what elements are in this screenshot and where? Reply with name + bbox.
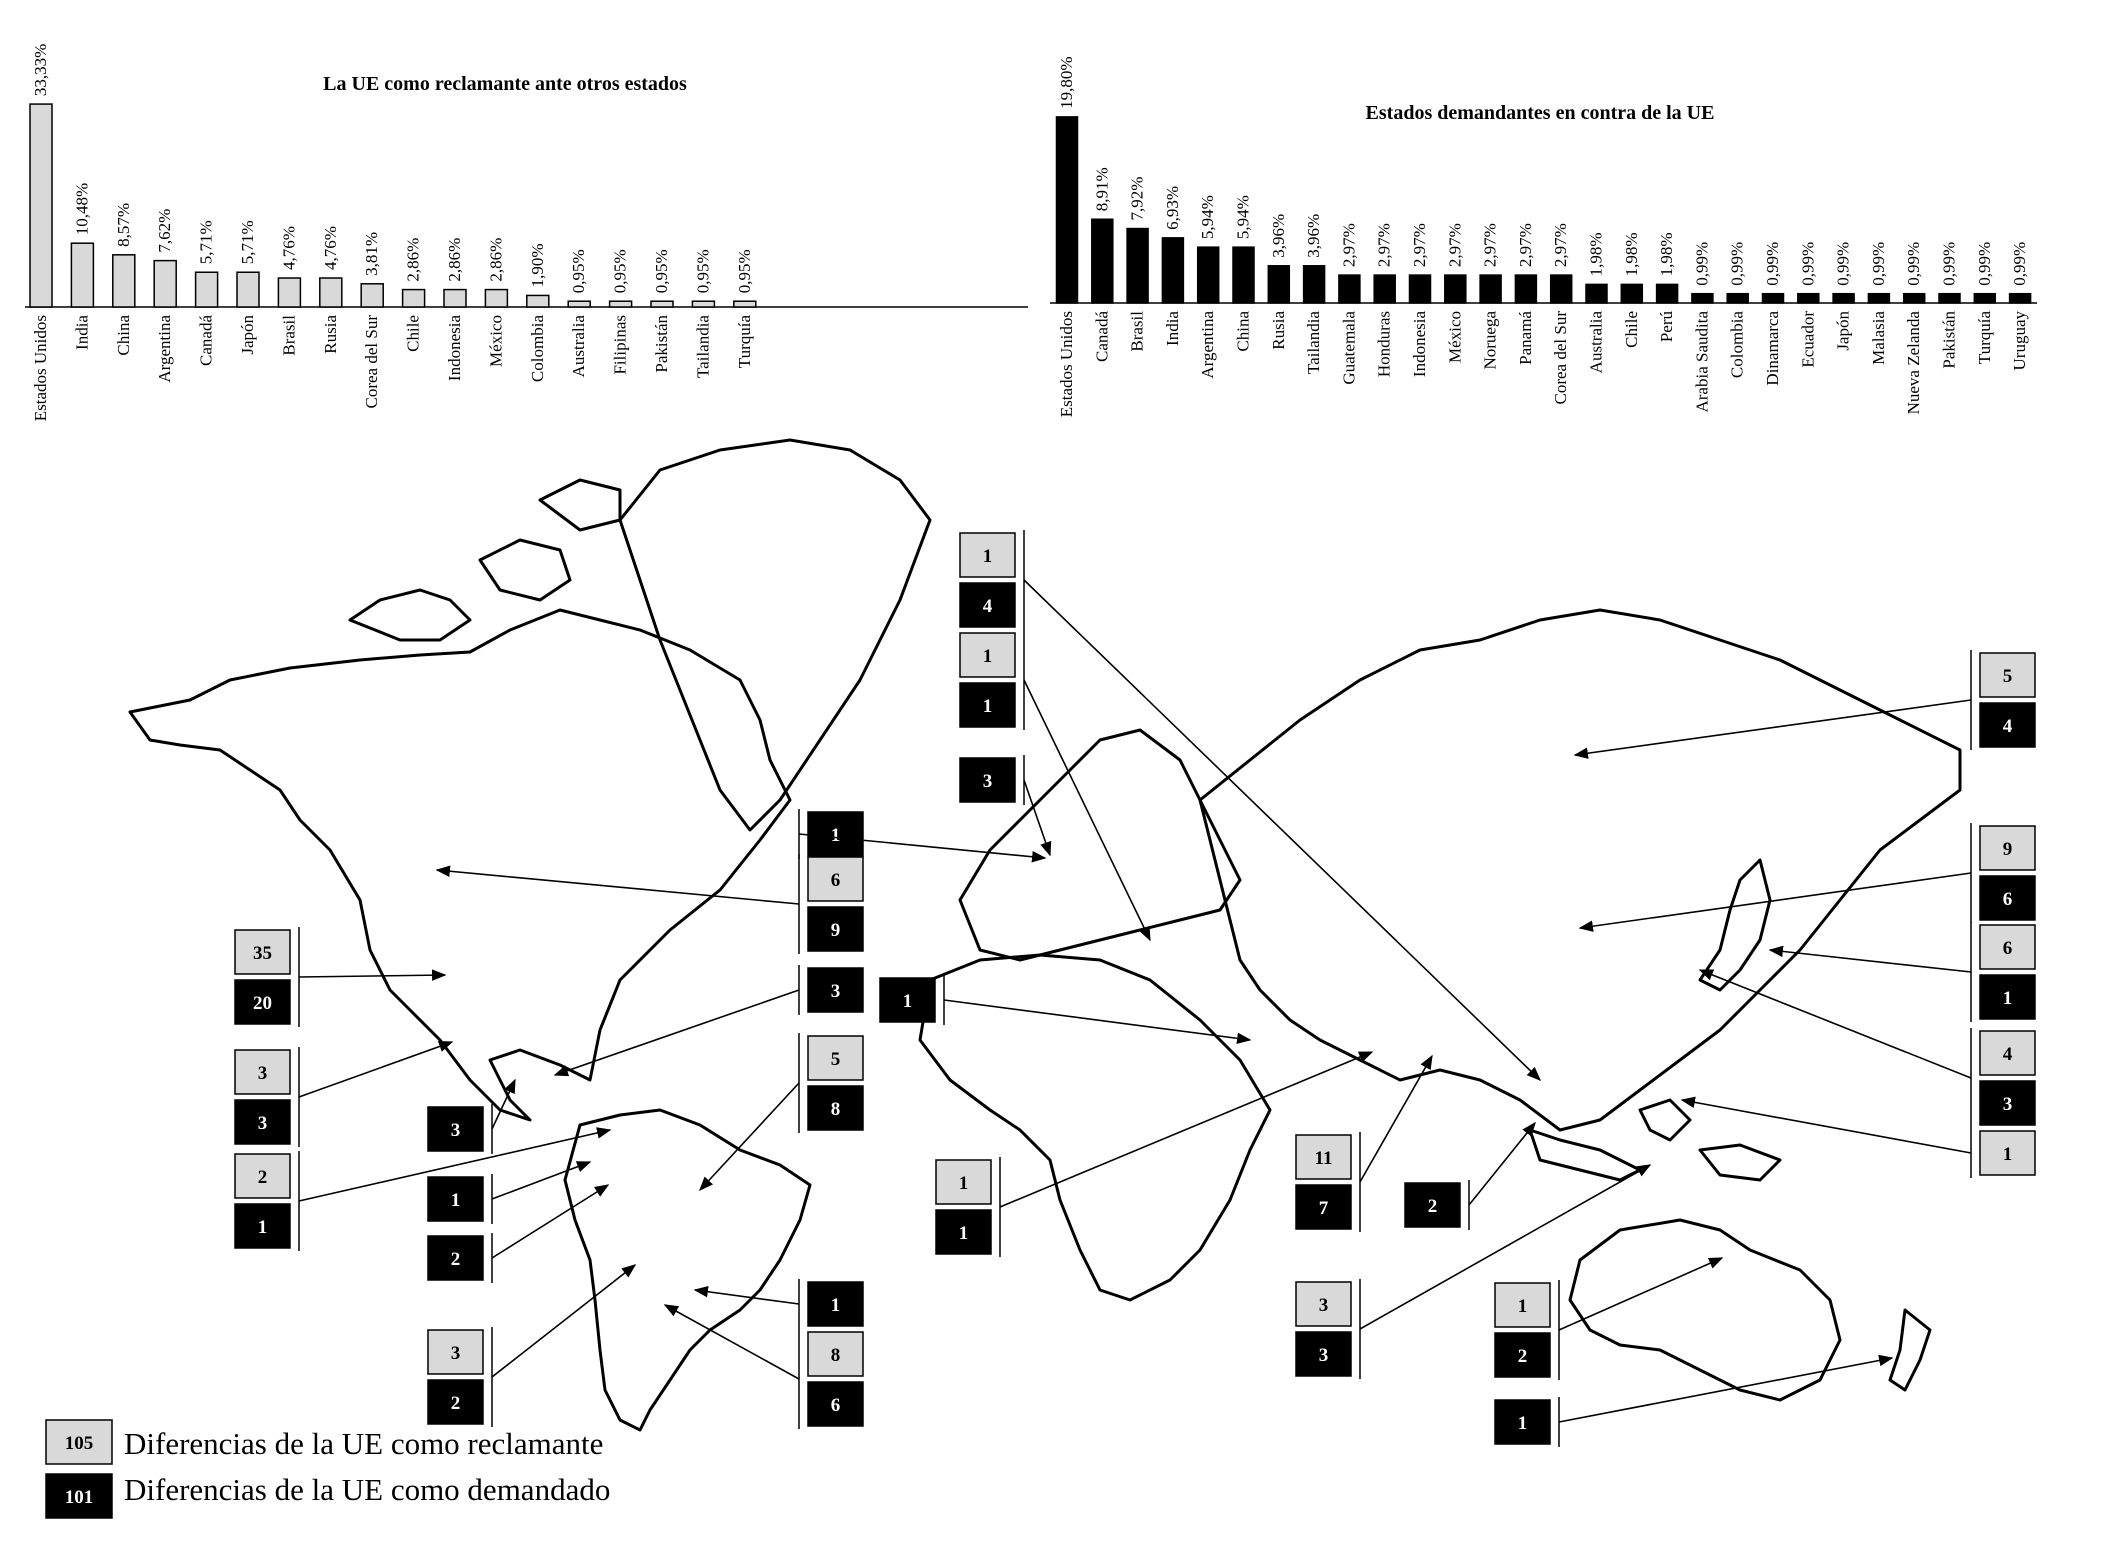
callout-respondent-count: 1 [257,1217,268,1238]
bar-corea-del-sur [1551,275,1572,303]
bar-guatemala [1339,275,1360,303]
bar-china [1233,247,1254,303]
callout-arrow [492,1162,590,1199]
value-label-honduras: 2,97% [1374,223,1394,268]
callout-respondent-count: 3 [2002,1094,2013,1115]
tick-label-china: China [1233,311,1253,352]
chart2-title: Estados demandantes en contra de la UE [1365,102,1715,124]
tick-label-argentina: Argentina [1198,311,1218,379]
bar-brasil [278,278,300,307]
bar-argentina [154,261,176,307]
callout-respondent-count: 3 [450,1120,461,1141]
callout-arrow [1024,680,1150,940]
value-label-chile: 1,98% [1621,232,1641,277]
bar-peru [1657,284,1678,303]
callout-respondent-count: 3 [257,1113,268,1134]
callout-claimant-count: 35 [253,943,272,964]
value-label-chile: 2,86% [403,237,423,282]
bar-noruega [1480,275,1501,303]
callout-20 [1405,1123,1535,1230]
value-label-rusia: 4,76% [320,226,340,271]
callout-24 [1575,650,2035,755]
bar-estados-unidos [1057,117,1078,303]
bar-indonesia [444,290,466,307]
callout-claimant-count: 3 [450,1343,461,1364]
value-label-pakistan: 0,99% [1939,241,1959,286]
bar-mexico [1445,275,1466,303]
bar-turquia [1974,294,1995,303]
tick-label-india: India [72,315,92,350]
bar-rusia [1268,266,1289,303]
callout-2 [437,854,863,954]
value-label-japon: 5,71% [238,220,257,265]
tick-label-rusia: Rusia [320,315,340,354]
bar-dinamarca [1763,294,1784,303]
callout-claimant-count: 1 [1517,1296,1528,1317]
value-label-ecuador: 0,99% [1798,241,1818,286]
tick-label-honduras: Honduras [1374,311,1394,378]
callout-arrow [492,1265,635,1377]
tick-label-guatemala: Guatemala [1339,311,1359,385]
tick-label-estados-unidos: Estados Unidos [1057,311,1076,418]
tick-label-brasil: Brasil [1127,311,1147,352]
north-america-outline [130,610,790,1120]
callout-claimant-count: 3 [257,1063,268,1084]
value-label-arabia-saudita: 0,99% [1692,241,1712,286]
callout-arrow [1682,1100,1971,1153]
tick-label-corea-del-sur: Corea del Sur [362,315,382,409]
callout-5 [428,1080,515,1154]
value-label-china: 8,57% [113,202,133,247]
legend-claimant-total: 105 [64,1433,94,1454]
bar-turquia [734,301,756,307]
callout-arrow [1469,1123,1535,1205]
tick-label-rusia: Rusia [1268,311,1288,350]
respondent-bar-chart [1050,56,2037,417]
callout-14 [960,530,1540,1080]
tick-label-indonesia: Indonesia [1410,311,1429,378]
callout-arrow [1024,580,1540,1080]
tick-label-brasil: Brasil [279,315,299,356]
tick-label-arabia-saudita: Arabia Saudita [1692,311,1712,413]
bar-rusia [320,278,342,307]
tick-label-japon: Japón [1833,311,1853,351]
value-label-guatemala: 2,97% [1339,223,1359,268]
callout-arrow [944,1000,1250,1040]
bar-japon [1833,294,1854,303]
callout-respondent-count: 1 [902,991,913,1012]
tick-label-chile: Chile [1621,311,1641,348]
value-label-china: 5,94% [1233,195,1253,240]
value-label-corea-del-sur: 3,81% [362,231,382,276]
value-label-canada: 8,91% [1092,167,1112,212]
tick-label-uruguay: Uruguay [2010,311,2030,371]
value-label-estados-unidos: 19,80% [1057,56,1076,109]
value-label-colombia: 0,99% [1727,241,1747,286]
tick-label-noruega: Noruega [1480,311,1500,370]
tick-label-mexico: México [486,315,506,367]
tick-label-colombia: Colombia [1727,311,1747,379]
value-label-argentina: 7,62% [155,208,175,253]
callout-respondent-count: 1 [1517,1413,1528,1434]
tick-label-turquia: Turquía [734,315,754,369]
tick-label-estados-unidos: Estados Unidos [31,315,50,422]
bar-canada [1092,219,1113,303]
tick-label-filipinas: Filipinas [610,315,630,375]
value-label-india: 10,48% [72,182,92,236]
value-label-dinamarca: 0,99% [1763,241,1782,286]
callout-respondent-count: 1 [450,1190,461,1211]
bar-tailandia [1304,266,1325,303]
tick-label-tailandia: Tailandia [693,315,713,379]
bar-tailandia [692,301,714,307]
value-label-brasil: 4,76% [279,226,299,271]
value-label-pakistan: 0,95% [652,249,671,294]
callout-claimant-count: 5 [830,1049,841,1070]
callout-claimant-count: 1 [958,1173,969,1194]
tick-label-australia: Australia [569,315,589,378]
value-label-tailandia: 3,96% [1304,213,1324,258]
callout-23 [1495,1358,1892,1447]
callout-respondent-count: 2 [1427,1196,1438,1217]
tick-label-pakistan: Pakistán [1939,311,1959,369]
callout-arrow [299,975,445,977]
value-label-tailandia: 0,95% [693,249,713,294]
value-label-malasia: 0,99% [1868,241,1888,286]
callout-claimant-count: 2 [257,1167,268,1188]
callout-respondent-count: 1 [830,825,841,846]
value-label-uruguay: 0,99% [2010,241,2030,286]
tick-label-pakistan: Pakistán [652,315,671,373]
callout-respondent-count: 8 [830,1099,841,1120]
bar-ecuador [1798,294,1819,303]
value-label-mexico: 2,97% [1445,223,1465,268]
bar-colombia [527,295,549,307]
callout-arrow [1024,780,1050,855]
callout-respondent-count: 20 [253,993,272,1014]
callout-claimant-count: 1 [2002,1144,2013,1165]
bar-australia [568,301,590,307]
tick-label-turquia: Turquía [1974,311,1994,365]
legend-claimant-label: Diferencias de la UE como reclamante [124,1426,604,1461]
tick-label-peru: Perú [1657,311,1677,343]
legend-respondent-label: Diferencias de la UE como demandado [124,1472,611,1507]
callout-claimant-count: 1 [982,646,993,667]
value-label-corea-del-sur: 2,97% [1551,223,1571,268]
callout-respondent-count: 2 [1517,1346,1528,1367]
value-label-turquia: 0,99% [1974,241,1994,286]
callout-respondent-count: 2 [450,1393,461,1414]
callout-arrow [299,1042,452,1097]
bar-pakistan [651,301,673,307]
tick-label-tailandia: Tailandia [1304,311,1324,375]
callout-17 [880,975,1250,1040]
tick-label-australia: Australia [1586,311,1606,374]
bar-uruguay [2010,294,2031,303]
callout-respondent-count: 2 [450,1249,461,1270]
value-label-mexico: 2,86% [486,237,506,282]
callout-7 [235,1130,610,1251]
callout-respondent-count: 3 [1318,1345,1329,1366]
value-label-indonesia: 2,97% [1410,223,1429,268]
callout-11 [428,1265,635,1427]
value-label-rusia: 3,96% [1268,213,1288,258]
callout-arrow [1559,1258,1722,1330]
bar-estados-unidos [30,104,52,307]
callout-claimant-count: 6 [2002,938,2013,959]
bar-chile [403,290,425,307]
callout-respondent-count: 4 [2002,716,2013,737]
tick-label-dinamarca: Dinamarca [1763,311,1782,386]
callout-respondent-count: 6 [830,1395,841,1416]
callout-claimant-count: 8 [830,1345,841,1366]
callout-25 [1580,823,2035,928]
japan-outline [1700,860,1770,990]
callout-respondent-count: 3 [982,771,993,792]
bar-panama [1515,275,1536,303]
map-callouts [235,530,2035,1447]
bar-india [1162,238,1183,303]
bar-japon [237,272,259,307]
tick-label-corea-del-sur: Corea del Sur [1551,311,1571,405]
bar-honduras [1374,275,1395,303]
tick-label-malasia: Malasia [1868,311,1888,365]
value-label-argentina: 5,94% [1198,195,1218,240]
tick-label-china: China [113,315,133,356]
bar-indonesia [1410,275,1431,303]
tick-label-panama: Panamá [1515,311,1535,365]
south-america-outline [565,1110,810,1430]
bar-chile [1621,284,1642,303]
tick-label-chile: Chile [403,315,423,352]
callout-claimant-count: 11 [1314,1148,1333,1169]
value-label-turquia: 0,95% [734,249,754,294]
tick-label-ecuador: Ecuador [1798,311,1818,368]
world-map [130,440,1960,1430]
callout-arrow [1770,950,1971,972]
tick-label-nueva-zelanda: Nueva Zelanda [1904,311,1924,415]
bar-filipinas [610,301,632,307]
callout-arrow [492,1185,608,1258]
value-label-india: 6,93% [1162,185,1182,230]
bar-malasia [1868,294,1889,303]
callout-arrow [1360,1056,1432,1182]
callout-arrow [555,990,799,1075]
callout-respondent-count: 4 [982,596,993,617]
bar-argentina [1198,247,1219,303]
callout-arrow [1559,1358,1892,1422]
callout-respondent-count: 6 [2002,889,2013,910]
bar-nueva-zelanda [1904,294,1925,303]
callout-arrow [1575,700,1971,755]
callout-arrow [437,870,799,904]
value-label-brasil: 7,92% [1127,176,1147,221]
callout-respondent-count: 7 [1318,1198,1329,1219]
value-label-canada: 5,71% [196,220,216,265]
callout-claimant-count: 5 [2002,666,2013,687]
callout-arrow [1580,873,1971,928]
callout-8 [428,1162,590,1224]
southeast-asia-islands-outline [1530,1100,1780,1180]
value-label-japon: 0,99% [1833,241,1853,286]
value-label-noruega: 2,97% [1480,223,1500,268]
tick-label-indonesia: Indonesia [445,315,464,382]
legend-respondent-total: 101 [64,1487,94,1508]
bar-mexico [485,290,507,307]
new-zealand-outline [1890,1310,1930,1390]
value-label-filipinas: 0,95% [610,249,630,294]
tick-label-canada: Canadá [196,315,216,366]
bar-pakistan [1939,294,1960,303]
asia-outline [1200,610,1960,1130]
callout-claimant-count: 4 [2002,1044,2013,1065]
callout-respondent-count: 9 [830,920,841,941]
tick-label-canada: Canadá [1092,311,1112,362]
tick-label-japon: Japón [238,315,257,355]
value-label-colombia: 1,90% [527,243,547,288]
bar-arabia-saudita [1692,294,1713,303]
value-label-australia: 1,98% [1586,232,1606,277]
callout-respondent-count: 1 [982,696,993,717]
bar-brasil [1127,229,1148,303]
value-label-estados-unidos: 33,33% [31,43,50,97]
bar-china [113,255,135,307]
value-label-panama: 2,97% [1515,223,1535,268]
callout-claimant-count: 9 [2002,839,2013,860]
tick-label-india: India [1162,311,1182,346]
callout-22 [1495,1258,1722,1380]
chart1-title: La UE como reclamante ante otros estados [323,73,687,95]
callout-respondent-count: 3 [830,981,841,1002]
bar-canada [196,272,218,307]
callout-claimant-count: 3 [1318,1295,1329,1316]
callout-4 [235,1042,452,1147]
legend [46,1420,610,1518]
callout-respondent-count: 1 [2002,988,2013,1009]
tick-label-mexico: México [1445,311,1465,363]
callout-claimant-count: 1 [982,546,993,567]
callout-arrow [1700,970,1971,1078]
callout-respondent-count: 1 [830,1295,841,1316]
callout-arrow [1000,1052,1372,1207]
australia-outline [1570,1220,1840,1400]
callout-claimant-count: 6 [830,870,841,891]
bar-india [71,243,93,307]
tick-label-colombia: Colombia [527,315,547,383]
claimant-bar-chart [25,44,1028,422]
value-label-nueva-zelanda: 0,99% [1904,241,1924,286]
callout-arrow [700,1083,799,1190]
value-label-peru: 1,98% [1657,232,1677,277]
bar-corea-del-sur [361,284,383,307]
tick-label-argentina: Argentina [155,315,175,383]
value-label-australia: 0,95% [569,249,589,294]
callout-respondent-count: 1 [958,1223,969,1244]
bar-colombia [1727,294,1748,303]
value-label-indonesia: 2,86% [445,237,464,282]
bar-australia [1586,284,1607,303]
